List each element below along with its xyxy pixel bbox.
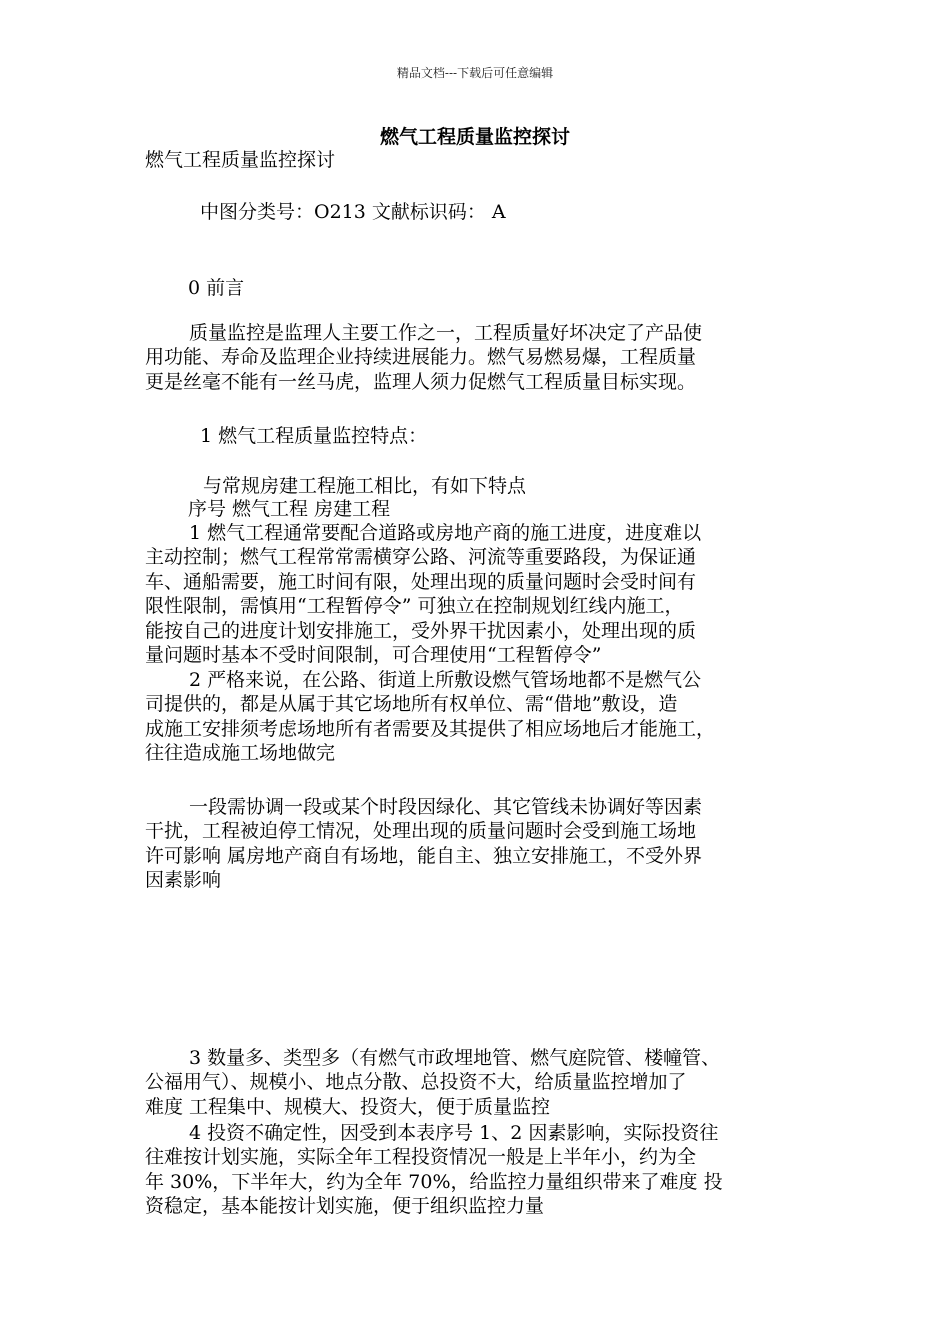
item-1-paragraph xyxy=(145,521,815,667)
text-line: 1 燃气工程通常要配合道路或房地产商的施工进度，进度难以 xyxy=(189,522,702,544)
intro-paragraph xyxy=(145,321,815,394)
text-line: 往往造成施工场地做完 xyxy=(145,742,336,765)
text-line: 更是丝毫不能有一丝马虎，监理人须力促燃气工程质量目标实现。 xyxy=(145,370,697,393)
item-4-paragraph xyxy=(145,1121,815,1219)
text-line: 车、通船需要，施工时间有限，处理出现的质量问题时会受时间有 xyxy=(145,570,697,593)
text-line: 许可影响 属房地产商自有场地，能自主、独立安排施工，不受外界 xyxy=(145,844,703,867)
document-subtitle: 燃气工程质量监控探讨 xyxy=(145,149,336,171)
text-line: 资稳定，基本能按计划实施，便于组织监控力量 xyxy=(145,1195,545,1218)
text-line: 一段需协调一段或某个时段因绿化、其它管线未协调好等因素 xyxy=(189,796,703,818)
section-heading-features: 1 燃气工程质量监控特点： xyxy=(200,425,428,447)
text-line: 难度 工程集中、规模大、投资大，便于质量监控 xyxy=(145,1095,551,1118)
text-line: 往难按计划实施，实际全年工程投资情况一般是上半年小，约为全 xyxy=(145,1146,697,1169)
text-line: 年 30%，下半年大，约为全年 70%，给监控力量组织带来了难度 投 xyxy=(145,1170,723,1193)
page-header: 精品文档---下载后可任意编辑 xyxy=(396,66,554,80)
text-line: 干扰，工程被迫停工情况，处理出现的质量问题时会受到施工场地 xyxy=(145,820,697,843)
item-3-paragraph xyxy=(145,1046,815,1119)
text-line: 主动控制；燃气工程常常需横穿公路、河流等重要路段，为保证通 xyxy=(145,546,697,569)
comparison-intro: 与常规房建工程施工相比，有如下特点 xyxy=(203,475,527,497)
item-2-continued-paragraph xyxy=(145,795,815,893)
table-header: 序号 燃气工程 房建工程 xyxy=(188,498,391,520)
text-line: 量问题时基本不受时间限制，可合理使用“工程暂停令” xyxy=(145,644,602,667)
classification-line: 中图分类号：O213 文献标识码： A xyxy=(200,201,506,223)
text-line: 公福用气）、规模小、地点分散、总投资不大，给质量监控增加了 xyxy=(145,1071,687,1094)
document-title: 燃气工程质量监控探讨 xyxy=(379,126,570,148)
text-line: 质量监控是监理人主要工作之一，工程质量好坏决定了产品使 xyxy=(189,322,703,344)
text-line: 用功能、寿命及监理企业持续进展能力。燃气易燃易爆，工程质量 xyxy=(145,346,697,369)
text-line: 限性限制，需慎用“工程暂停令” 可独立在控制规划红线内施工， xyxy=(145,595,684,618)
section-heading-preface: 0 前言 xyxy=(188,277,245,299)
text-line: 成施工安排须考虑场地所有者需要及其提供了相应场地后才能施工， xyxy=(145,717,716,740)
item-2-paragraph xyxy=(145,668,815,766)
text-line: 2 严格来说，在公路、街道上所敷设燃气管场地都不是燃气公 xyxy=(189,669,702,691)
text-line: 4 投资不确定性，因受到本表序号 1、2 因素影响，实际投资往 xyxy=(189,1122,719,1144)
text-line: 能按自己的进度计划安排施工，受外界干扰因素小，处理出现的质 xyxy=(145,619,697,642)
text-line: 因素影响 xyxy=(145,869,222,892)
text-line: 司提供的，都是从属于其它场地所有权单位、需“借地”敷设，造 xyxy=(145,693,678,716)
text-line: 3 数量多、类型多（有燃气市政埋地管、燃气庭院管、楼幢管、 xyxy=(189,1047,721,1069)
